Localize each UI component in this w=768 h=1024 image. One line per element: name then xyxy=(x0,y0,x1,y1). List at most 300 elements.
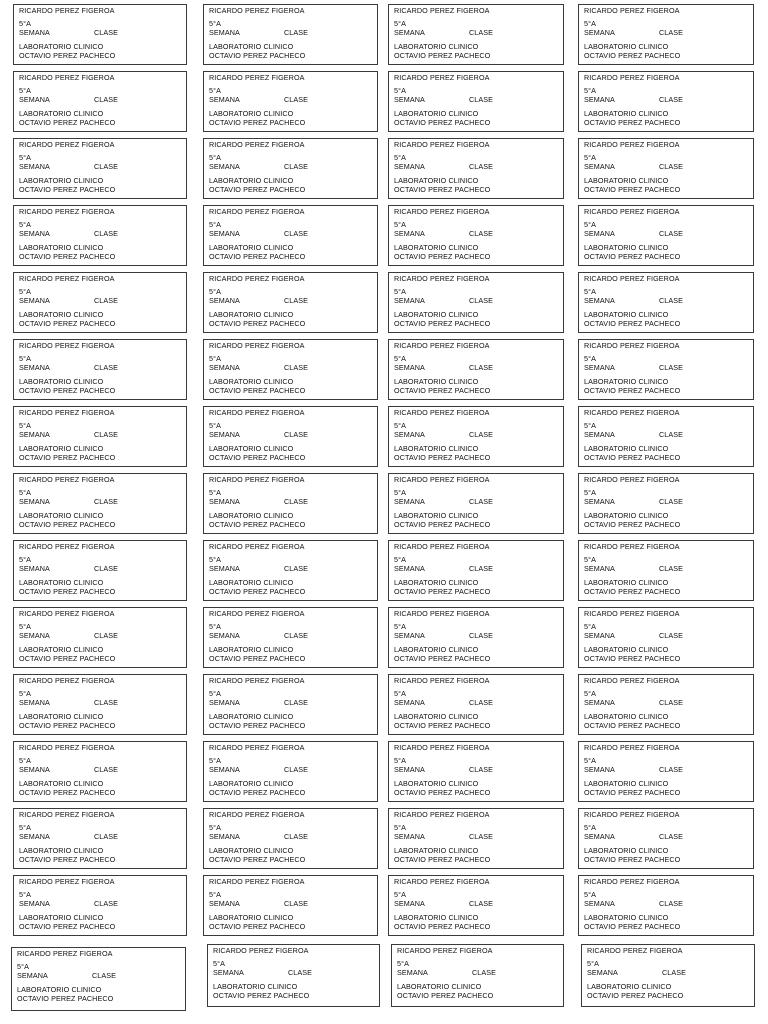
label-card xyxy=(203,741,378,802)
label-card xyxy=(578,71,754,132)
subject-name: LABORATORIO CLINICO xyxy=(584,779,669,788)
teacher-name: OCTAVIO PEREZ PACHECO xyxy=(394,386,491,395)
subject-name: LABORATORIO CLINICO xyxy=(209,310,294,319)
label-card xyxy=(578,406,754,467)
class-label: CLASE xyxy=(662,968,687,977)
week-label: SEMANA xyxy=(394,430,425,439)
subject-name: LABORATORIO CLINICO xyxy=(584,42,669,51)
week-label: SEMANA xyxy=(584,899,615,908)
subject-name: LABORATORIO CLINICO xyxy=(19,913,104,922)
class-label: CLASE xyxy=(284,363,309,372)
week-label: SEMANA xyxy=(209,363,240,372)
grade-group: 5°A xyxy=(394,220,406,229)
week-label: SEMANA xyxy=(394,229,425,238)
class-label: CLASE xyxy=(469,765,494,774)
grade-group: 5°A xyxy=(209,689,221,698)
label-card xyxy=(13,406,187,467)
week-label: SEMANA xyxy=(394,631,425,640)
subject-name: LABORATORIO CLINICO xyxy=(19,310,104,319)
student-name: RICARDO PEREZ FIGEROA xyxy=(209,73,305,82)
grade-group: 5°A xyxy=(19,555,31,564)
student-name: RICARDO PEREZ FIGEROA xyxy=(209,542,305,551)
label-card xyxy=(203,406,378,467)
week-label: SEMANA xyxy=(19,899,50,908)
grade-group: 5°A xyxy=(209,86,221,95)
class-label: CLASE xyxy=(469,497,494,506)
teacher-name: OCTAVIO PEREZ PACHECO xyxy=(209,386,306,395)
class-label: CLASE xyxy=(469,832,494,841)
subject-name: LABORATORIO CLINICO xyxy=(584,645,669,654)
teacher-name: OCTAVIO PEREZ PACHECO xyxy=(209,118,306,127)
week-label: SEMANA xyxy=(584,296,615,305)
subject-name: LABORATORIO CLINICO xyxy=(394,578,479,587)
subject-name: LABORATORIO CLINICO xyxy=(584,511,669,520)
subject-name: LABORATORIO CLINICO xyxy=(209,712,294,721)
grade-group: 5°A xyxy=(209,488,221,497)
student-name: RICARDO PEREZ FIGEROA xyxy=(19,609,115,618)
subject-name: LABORATORIO CLINICO xyxy=(584,176,669,185)
grade-group: 5°A xyxy=(397,959,409,968)
teacher-name: OCTAVIO PEREZ PACHECO xyxy=(209,185,306,194)
teacher-name: OCTAVIO PEREZ PACHECO xyxy=(209,855,306,864)
week-label: SEMANA xyxy=(209,631,240,640)
class-label: CLASE xyxy=(469,162,494,171)
teacher-name: OCTAVIO PEREZ PACHECO xyxy=(213,991,310,1000)
teacher-name: OCTAVIO PEREZ PACHECO xyxy=(394,587,491,596)
grade-group: 5°A xyxy=(209,354,221,363)
student-name: RICARDO PEREZ FIGEROA xyxy=(397,946,493,955)
label-card xyxy=(578,875,754,936)
teacher-name: OCTAVIO PEREZ PACHECO xyxy=(584,520,681,529)
label-card xyxy=(578,473,754,534)
student-name: RICARDO PEREZ FIGEROA xyxy=(19,542,115,551)
teacher-name: OCTAVIO PEREZ PACHECO xyxy=(19,252,116,261)
subject-name: LABORATORIO CLINICO xyxy=(584,377,669,386)
week-label: SEMANA xyxy=(584,162,615,171)
class-label: CLASE xyxy=(284,899,309,908)
subject-name: LABORATORIO CLINICO xyxy=(209,578,294,587)
student-name: RICARDO PEREZ FIGEROA xyxy=(209,140,305,149)
grade-group: 5°A xyxy=(17,962,29,971)
student-name: RICARDO PEREZ FIGEROA xyxy=(209,743,305,752)
week-label: SEMANA xyxy=(587,968,618,977)
teacher-name: OCTAVIO PEREZ PACHECO xyxy=(19,118,116,127)
class-label: CLASE xyxy=(284,832,309,841)
subject-name: LABORATORIO CLINICO xyxy=(209,511,294,520)
week-label: SEMANA xyxy=(584,229,615,238)
label-card xyxy=(578,607,754,668)
subject-name: LABORATORIO CLINICO xyxy=(394,42,479,51)
grade-group: 5°A xyxy=(394,622,406,631)
grade-group: 5°A xyxy=(19,153,31,162)
class-label: CLASE xyxy=(284,497,309,506)
student-name: RICARDO PEREZ FIGEROA xyxy=(394,542,490,551)
class-label: CLASE xyxy=(284,631,309,640)
student-name: RICARDO PEREZ FIGEROA xyxy=(394,6,490,15)
label-card xyxy=(388,540,564,601)
label-card xyxy=(13,138,187,199)
label-card xyxy=(578,808,754,869)
label-card xyxy=(203,339,378,400)
subject-name: LABORATORIO CLINICO xyxy=(19,511,104,520)
label-card xyxy=(388,473,564,534)
class-label: CLASE xyxy=(659,162,684,171)
grade-group: 5°A xyxy=(584,287,596,296)
student-name: RICARDO PEREZ FIGEROA xyxy=(584,676,680,685)
week-label: SEMANA xyxy=(397,968,428,977)
class-label: CLASE xyxy=(659,229,684,238)
class-label: CLASE xyxy=(94,832,119,841)
teacher-name: OCTAVIO PEREZ PACHECO xyxy=(19,587,116,596)
subject-name: LABORATORIO CLINICO xyxy=(394,645,479,654)
student-name: RICARDO PEREZ FIGEROA xyxy=(19,475,115,484)
class-label: CLASE xyxy=(284,765,309,774)
label-card xyxy=(13,607,187,668)
label-card xyxy=(578,339,754,400)
grade-group: 5°A xyxy=(584,622,596,631)
label-card xyxy=(388,205,564,266)
student-name: RICARDO PEREZ FIGEROA xyxy=(209,6,305,15)
week-label: SEMANA xyxy=(584,698,615,707)
week-label: SEMANA xyxy=(394,363,425,372)
class-label: CLASE xyxy=(659,95,684,104)
subject-name: LABORATORIO CLINICO xyxy=(584,243,669,252)
week-label: SEMANA xyxy=(584,832,615,841)
teacher-name: OCTAVIO PEREZ PACHECO xyxy=(394,922,491,931)
student-name: RICARDO PEREZ FIGEROA xyxy=(209,475,305,484)
class-label: CLASE xyxy=(94,229,119,238)
subject-name: LABORATORIO CLINICO xyxy=(19,377,104,386)
subject-name: LABORATORIO CLINICO xyxy=(394,913,479,922)
teacher-name: OCTAVIO PEREZ PACHECO xyxy=(584,922,681,931)
class-label: CLASE xyxy=(469,430,494,439)
student-name: RICARDO PEREZ FIGEROA xyxy=(209,676,305,685)
subject-name: LABORATORIO CLINICO xyxy=(19,243,104,252)
week-label: SEMANA xyxy=(19,28,50,37)
week-label: SEMANA xyxy=(584,363,615,372)
student-name: RICARDO PEREZ FIGEROA xyxy=(19,274,115,283)
class-label: CLASE xyxy=(659,296,684,305)
teacher-name: OCTAVIO PEREZ PACHECO xyxy=(584,855,681,864)
grade-group: 5°A xyxy=(584,890,596,899)
teacher-name: OCTAVIO PEREZ PACHECO xyxy=(19,185,116,194)
label-card xyxy=(388,406,564,467)
class-label: CLASE xyxy=(659,832,684,841)
student-name: RICARDO PEREZ FIGEROA xyxy=(19,743,115,752)
week-label: SEMANA xyxy=(394,564,425,573)
week-label: SEMANA xyxy=(19,229,50,238)
class-label: CLASE xyxy=(659,497,684,506)
teacher-name: OCTAVIO PEREZ PACHECO xyxy=(19,319,116,328)
teacher-name: OCTAVIO PEREZ PACHECO xyxy=(394,118,491,127)
class-label: CLASE xyxy=(92,971,117,980)
label-card xyxy=(13,339,187,400)
class-label: CLASE xyxy=(659,430,684,439)
label-card xyxy=(578,138,754,199)
week-label: SEMANA xyxy=(394,497,425,506)
label-card xyxy=(203,205,378,266)
grade-group: 5°A xyxy=(394,555,406,564)
label-card xyxy=(388,339,564,400)
label-card xyxy=(388,674,564,735)
subject-name: LABORATORIO CLINICO xyxy=(209,42,294,51)
label-card xyxy=(13,875,187,936)
teacher-name: OCTAVIO PEREZ PACHECO xyxy=(17,994,114,1003)
grade-group: 5°A xyxy=(209,890,221,899)
week-label: SEMANA xyxy=(209,497,240,506)
label-card xyxy=(388,272,564,333)
class-label: CLASE xyxy=(284,430,309,439)
grade-group: 5°A xyxy=(584,488,596,497)
teacher-name: OCTAVIO PEREZ PACHECO xyxy=(209,922,306,931)
class-label: CLASE xyxy=(472,968,497,977)
label-card xyxy=(203,272,378,333)
teacher-name: OCTAVIO PEREZ PACHECO xyxy=(394,185,491,194)
grade-group: 5°A xyxy=(209,287,221,296)
subject-name: LABORATORIO CLINICO xyxy=(19,42,104,51)
teacher-name: OCTAVIO PEREZ PACHECO xyxy=(19,51,116,60)
label-card xyxy=(203,473,378,534)
class-label: CLASE xyxy=(469,229,494,238)
subject-name: LABORATORIO CLINICO xyxy=(19,846,104,855)
student-name: RICARDO PEREZ FIGEROA xyxy=(394,810,490,819)
grade-group: 5°A xyxy=(587,959,599,968)
student-name: RICARDO PEREZ FIGEROA xyxy=(19,877,115,886)
grade-group: 5°A xyxy=(394,287,406,296)
grade-group: 5°A xyxy=(394,153,406,162)
week-label: SEMANA xyxy=(584,765,615,774)
grade-group: 5°A xyxy=(394,421,406,430)
class-label: CLASE xyxy=(469,899,494,908)
class-label: CLASE xyxy=(469,631,494,640)
student-name: RICARDO PEREZ FIGEROA xyxy=(584,810,680,819)
label-card xyxy=(578,272,754,333)
class-label: CLASE xyxy=(94,497,119,506)
week-label: SEMANA xyxy=(584,430,615,439)
week-label: SEMANA xyxy=(584,631,615,640)
class-label: CLASE xyxy=(469,95,494,104)
week-label: SEMANA xyxy=(394,162,425,171)
subject-name: LABORATORIO CLINICO xyxy=(394,243,479,252)
class-label: CLASE xyxy=(284,28,309,37)
class-label: CLASE xyxy=(94,698,119,707)
class-label: CLASE xyxy=(94,28,119,37)
week-label: SEMANA xyxy=(19,698,50,707)
student-name: RICARDO PEREZ FIGEROA xyxy=(584,475,680,484)
student-name: RICARDO PEREZ FIGEROA xyxy=(394,341,490,350)
student-name: RICARDO PEREZ FIGEROA xyxy=(584,341,680,350)
class-label: CLASE xyxy=(284,229,309,238)
subject-name: LABORATORIO CLINICO xyxy=(584,444,669,453)
label-card xyxy=(203,607,378,668)
label-card xyxy=(11,947,186,1011)
subject-name: LABORATORIO CLINICO xyxy=(19,712,104,721)
week-label: SEMANA xyxy=(394,296,425,305)
week-label: SEMANA xyxy=(584,95,615,104)
student-name: RICARDO PEREZ FIGEROA xyxy=(587,946,683,955)
student-name: RICARDO PEREZ FIGEROA xyxy=(394,609,490,618)
student-name: RICARDO PEREZ FIGEROA xyxy=(584,207,680,216)
subject-name: LABORATORIO CLINICO xyxy=(394,779,479,788)
teacher-name: OCTAVIO PEREZ PACHECO xyxy=(584,252,681,261)
grade-group: 5°A xyxy=(394,823,406,832)
subject-name: LABORATORIO CLINICO xyxy=(17,985,102,994)
subject-name: LABORATORIO CLINICO xyxy=(587,982,672,991)
student-name: RICARDO PEREZ FIGEROA xyxy=(394,140,490,149)
teacher-name: OCTAVIO PEREZ PACHECO xyxy=(19,721,116,730)
grade-group: 5°A xyxy=(584,555,596,564)
grade-group: 5°A xyxy=(209,555,221,564)
subject-name: LABORATORIO CLINICO xyxy=(209,377,294,386)
grade-group: 5°A xyxy=(19,488,31,497)
teacher-name: OCTAVIO PEREZ PACHECO xyxy=(209,51,306,60)
label-card xyxy=(388,138,564,199)
teacher-name: OCTAVIO PEREZ PACHECO xyxy=(19,520,116,529)
teacher-name: OCTAVIO PEREZ PACHECO xyxy=(209,520,306,529)
grade-group: 5°A xyxy=(394,19,406,28)
week-label: SEMANA xyxy=(19,430,50,439)
teacher-name: OCTAVIO PEREZ PACHECO xyxy=(394,252,491,261)
class-label: CLASE xyxy=(284,564,309,573)
subject-name: LABORATORIO CLINICO xyxy=(394,846,479,855)
label-card xyxy=(388,808,564,869)
student-name: RICARDO PEREZ FIGEROA xyxy=(394,73,490,82)
label-card xyxy=(391,944,564,1007)
label-card xyxy=(388,4,564,65)
student-name: RICARDO PEREZ FIGEROA xyxy=(584,877,680,886)
student-name: RICARDO PEREZ FIGEROA xyxy=(394,743,490,752)
grade-group: 5°A xyxy=(584,19,596,28)
student-name: RICARDO PEREZ FIGEROA xyxy=(394,274,490,283)
student-name: RICARDO PEREZ FIGEROA xyxy=(209,877,305,886)
week-label: SEMANA xyxy=(209,162,240,171)
grade-group: 5°A xyxy=(209,19,221,28)
subject-name: LABORATORIO CLINICO xyxy=(584,310,669,319)
student-name: RICARDO PEREZ FIGEROA xyxy=(584,73,680,82)
class-label: CLASE xyxy=(659,363,684,372)
week-label: SEMANA xyxy=(209,430,240,439)
teacher-name: OCTAVIO PEREZ PACHECO xyxy=(584,654,681,663)
grade-group: 5°A xyxy=(394,488,406,497)
class-label: CLASE xyxy=(659,899,684,908)
subject-name: LABORATORIO CLINICO xyxy=(209,243,294,252)
teacher-name: OCTAVIO PEREZ PACHECO xyxy=(209,721,306,730)
student-name: RICARDO PEREZ FIGEROA xyxy=(584,609,680,618)
week-label: SEMANA xyxy=(394,899,425,908)
week-label: SEMANA xyxy=(209,95,240,104)
week-label: SEMANA xyxy=(19,832,50,841)
subject-name: LABORATORIO CLINICO xyxy=(584,578,669,587)
label-card xyxy=(578,674,754,735)
grade-group: 5°A xyxy=(209,153,221,162)
class-label: CLASE xyxy=(288,968,313,977)
student-name: RICARDO PEREZ FIGEROA xyxy=(394,877,490,886)
class-label: CLASE xyxy=(659,631,684,640)
week-label: SEMANA xyxy=(209,832,240,841)
class-label: CLASE xyxy=(659,28,684,37)
class-label: CLASE xyxy=(94,296,119,305)
grade-group: 5°A xyxy=(213,959,225,968)
student-name: RICARDO PEREZ FIGEROA xyxy=(584,743,680,752)
week-label: SEMANA xyxy=(17,971,48,980)
grade-group: 5°A xyxy=(209,421,221,430)
grade-group: 5°A xyxy=(19,756,31,765)
week-label: SEMANA xyxy=(394,698,425,707)
grade-group: 5°A xyxy=(584,756,596,765)
subject-name: LABORATORIO CLINICO xyxy=(394,511,479,520)
week-label: SEMANA xyxy=(19,631,50,640)
student-name: RICARDO PEREZ FIGEROA xyxy=(19,207,115,216)
grade-group: 5°A xyxy=(19,890,31,899)
grade-group: 5°A xyxy=(19,19,31,28)
label-card xyxy=(13,540,187,601)
student-name: RICARDO PEREZ FIGEROA xyxy=(17,949,113,958)
grade-group: 5°A xyxy=(584,823,596,832)
student-name: RICARDO PEREZ FIGEROA xyxy=(584,408,680,417)
student-name: RICARDO PEREZ FIGEROA xyxy=(213,946,309,955)
teacher-name: OCTAVIO PEREZ PACHECO xyxy=(584,51,681,60)
student-name: RICARDO PEREZ FIGEROA xyxy=(19,676,115,685)
student-name: RICARDO PEREZ FIGEROA xyxy=(584,140,680,149)
subject-name: LABORATORIO CLINICO xyxy=(394,712,479,721)
teacher-name: OCTAVIO PEREZ PACHECO xyxy=(19,453,116,462)
week-label: SEMANA xyxy=(584,564,615,573)
week-label: SEMANA xyxy=(209,296,240,305)
student-name: RICARDO PEREZ FIGEROA xyxy=(209,341,305,350)
class-label: CLASE xyxy=(659,698,684,707)
teacher-name: OCTAVIO PEREZ PACHECO xyxy=(584,788,681,797)
week-label: SEMANA xyxy=(19,95,50,104)
student-name: RICARDO PEREZ FIGEROA xyxy=(19,810,115,819)
student-name: RICARDO PEREZ FIGEROA xyxy=(19,408,115,417)
week-label: SEMANA xyxy=(209,564,240,573)
student-name: RICARDO PEREZ FIGEROA xyxy=(209,408,305,417)
grade-group: 5°A xyxy=(394,689,406,698)
grade-group: 5°A xyxy=(19,354,31,363)
label-card xyxy=(581,944,755,1007)
class-label: CLASE xyxy=(94,631,119,640)
subject-name: LABORATORIO CLINICO xyxy=(394,377,479,386)
teacher-name: OCTAVIO PEREZ PACHECO xyxy=(209,252,306,261)
teacher-name: OCTAVIO PEREZ PACHECO xyxy=(394,654,491,663)
grade-group: 5°A xyxy=(394,86,406,95)
class-label: CLASE xyxy=(284,296,309,305)
subject-name: LABORATORIO CLINICO xyxy=(584,846,669,855)
subject-name: LABORATORIO CLINICO xyxy=(209,176,294,185)
grade-group: 5°A xyxy=(584,421,596,430)
week-label: SEMANA xyxy=(209,899,240,908)
subject-name: LABORATORIO CLINICO xyxy=(19,578,104,587)
grade-group: 5°A xyxy=(19,86,31,95)
grade-group: 5°A xyxy=(19,823,31,832)
teacher-name: OCTAVIO PEREZ PACHECO xyxy=(394,788,491,797)
subject-name: LABORATORIO CLINICO xyxy=(584,109,669,118)
teacher-name: OCTAVIO PEREZ PACHECO xyxy=(394,51,491,60)
grade-group: 5°A xyxy=(209,823,221,832)
class-label: CLASE xyxy=(94,95,119,104)
subject-name: LABORATORIO CLINICO xyxy=(19,444,104,453)
label-card xyxy=(203,875,378,936)
subject-name: LABORATORIO CLINICO xyxy=(209,779,294,788)
student-name: RICARDO PEREZ FIGEROA xyxy=(209,609,305,618)
class-label: CLASE xyxy=(284,698,309,707)
student-name: RICARDO PEREZ FIGEROA xyxy=(394,408,490,417)
class-label: CLASE xyxy=(469,363,494,372)
subject-name: LABORATORIO CLINICO xyxy=(394,176,479,185)
grade-group: 5°A xyxy=(394,890,406,899)
subject-name: LABORATORIO CLINICO xyxy=(394,444,479,453)
subject-name: LABORATORIO CLINICO xyxy=(209,913,294,922)
